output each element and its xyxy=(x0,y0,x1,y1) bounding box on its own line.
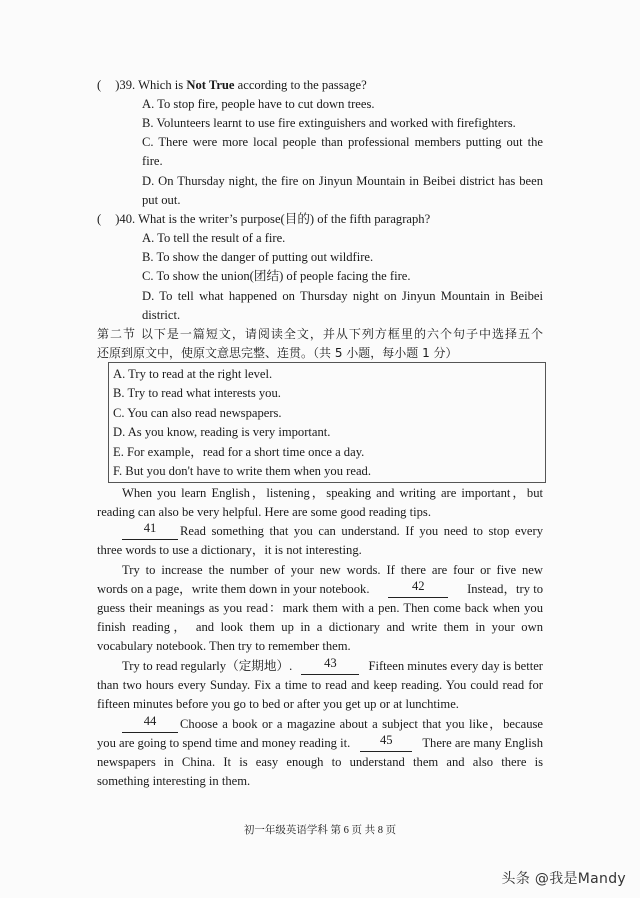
option-b: B. Try to read what interests you. xyxy=(113,386,281,400)
q40-option-d-line1: D. To tell what happened on Thursday night on Jinyun Mountain in Beibei xyxy=(142,289,543,303)
option-e: E. For example，read for a short time once a day. xyxy=(113,445,365,459)
q39-option-d-line2: put out. xyxy=(142,193,181,207)
question-40-stem: ( )40. What is the writer’s purpose(目的) of the fifth paragraph? xyxy=(97,212,431,226)
page-footer: 初一年级英语学科 第 6 页 共 8 页 xyxy=(243,825,397,836)
blank-44[interactable]: 44 xyxy=(122,715,178,733)
emphasis-not-true: Not True xyxy=(186,78,235,92)
passage-p4-line3: fifteen minutes before you go to bed or after you get up or at lunchtime. xyxy=(97,697,459,711)
blank-43[interactable]: 43 xyxy=(301,657,359,675)
passage-p5-line3: newspapers in China. It is easy enough to understand them and also there is xyxy=(97,755,543,769)
passage-p3-line3: guess their meanings as you read：mark them with a pen. Then come back when you xyxy=(97,601,543,615)
q40-option-c: C. To show the union(团结) of people facing the fire. xyxy=(142,269,411,283)
passage-p3-line4: finish reading， and look them up in a dictionary and write them in your own xyxy=(97,620,543,634)
option-c: C. You can also read newspapers. xyxy=(113,406,282,420)
q39-option-a: A. To stop fire, people have to cut down trees. xyxy=(142,97,375,111)
passage-p1-line2: reading can also be very helpful. Here are some good reading tips. xyxy=(97,505,431,519)
blank-42[interactable]: 42 xyxy=(388,580,448,598)
option-a: A. Try to read at the right level. xyxy=(113,367,273,381)
q40-option-d-line2: district. xyxy=(142,308,181,322)
passage-p5-line2: you are going to spend time and money reading it. 45 There are many English xyxy=(97,733,543,750)
options-box xyxy=(108,362,546,483)
passage-p3-line5: vocabulary notebook. Then try to remember them. xyxy=(97,639,351,653)
question-39-stem: ( )39. Which is Not True according to the passage? xyxy=(97,78,367,92)
section2-instructions-line1: 第二节 以下是一篇短文，请阅读全文，并从下列方框里的六个句子中选择五个 xyxy=(97,327,543,341)
passage-p5-line4: something interesting in them. xyxy=(97,774,251,788)
q39-option-b: B. Volunteers learnt to use fire extinguishers and worked with firefighters. xyxy=(142,116,516,130)
passage-p2-line1: 41 Read something that you can understand. If you need to stop every xyxy=(122,522,543,540)
passage-p4-line1: Try to read regularly（定期地）. 43 Fifteen minutes every day is better xyxy=(122,656,543,673)
passage-p1-line1: When you learn English，listening，speaking and writing are important，but xyxy=(122,486,543,500)
q39-option-c-line1: C. There were more local people than professional members putting out the xyxy=(142,135,543,149)
passage-p3-line2: words on a page，write them down in your notebook. 42 Instead，try to xyxy=(97,579,543,596)
section2-instructions-line2: 还原到原文中，使原文意思完整、连贯。（共 5 小题，每小题 1 分） xyxy=(97,346,458,360)
passage-p4-line2: than two hours every Sunday. Fix a time to read and keep reading. You could read for xyxy=(97,678,543,692)
passage-p2-line2: three words to use a dictionary，it is not interesting. xyxy=(97,543,362,557)
passage-p5-line1: 44 Choose a book or a magazine about a subject that you like，because xyxy=(122,715,543,733)
option-f: F. But you don't have to write them when you read. xyxy=(113,464,371,478)
q39-option-d-line1: D. On Thursday night, the fire on Jinyun Mountain in Beibei district has been xyxy=(142,174,543,188)
blank-45[interactable]: 45 xyxy=(360,734,412,752)
blank-41[interactable]: 41 xyxy=(122,522,178,540)
option-d: D. As you know, reading is very important. xyxy=(113,425,331,439)
q40-option-a: A. To tell the result of a fire. xyxy=(142,231,286,245)
q39-option-c-line2: fire. xyxy=(142,154,163,168)
passage-p3-line1: Try to increase the number of your new words. If there are four or five new xyxy=(122,563,543,577)
watermark: 头条 @我是Mandy xyxy=(501,871,626,887)
q40-option-b: B. To show the danger of putting out wildfire. xyxy=(142,250,374,264)
